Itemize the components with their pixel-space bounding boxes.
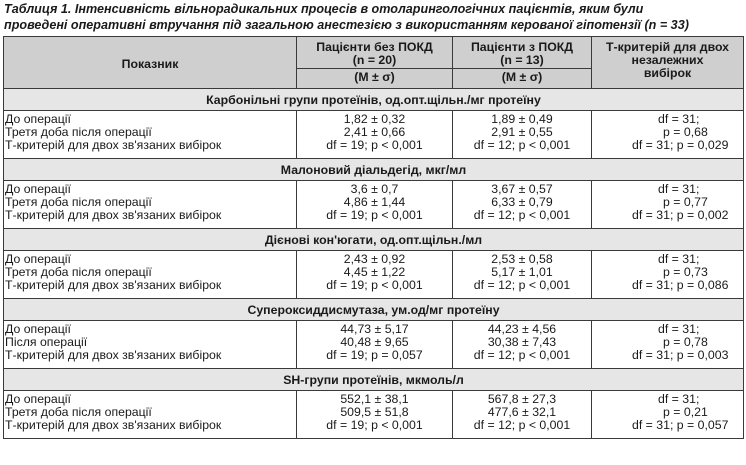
group1-values-line: 509,5 ± 51,8	[340, 405, 409, 419]
ttest-dependent: df = 31; p = 0,057	[632, 418, 729, 432]
table-row	[4, 251, 744, 299]
group2-values-line: df = 12; p < 0,001	[473, 138, 571, 152]
group2-values-line: 6,33 ± 0,79	[491, 195, 553, 209]
table-row	[4, 181, 744, 229]
group1-values-line: 4,45 ± 1,22	[343, 265, 406, 279]
section-header-row	[4, 369, 744, 391]
header-mean-sd-group2: (M ± σ)	[453, 69, 592, 89]
ttest-p: p = 0,68	[663, 125, 708, 139]
row-labels	[4, 251, 297, 299]
section-header-row	[4, 159, 744, 181]
table-row	[4, 321, 744, 369]
ttest-values	[592, 111, 744, 159]
group2-values-line: df = 12; p < 0,001	[473, 418, 571, 432]
group1-values-line: 1,82 ± 0,32	[343, 112, 406, 126]
header-ttest-line-1: Т-критерій для двох	[605, 40, 730, 54]
group1-values-line: df = 19; p = 0,057	[326, 348, 423, 362]
section-title: Супероксиддисмутаза, ум.од/мг протеїну	[4, 299, 744, 321]
row-labels	[4, 111, 297, 159]
group1-values-line: 552,1 ± 38,1	[340, 392, 409, 406]
table-caption	[4, 1, 744, 33]
ttest-values	[592, 321, 744, 369]
group1-values-line: 44,73 ± 5,17	[340, 322, 409, 336]
header-indicator: Показник	[4, 37, 297, 89]
group1-values	[297, 181, 453, 229]
group2-values-line: 44,23 ± 4,56	[487, 322, 557, 336]
group2-values-line: 2,91 ± 0,55	[491, 125, 553, 139]
section-header-row	[4, 89, 744, 111]
group1-values	[297, 251, 453, 299]
header-ttest-line-3: вибірок	[643, 66, 692, 80]
row-labels-line: До операції	[5, 252, 71, 266]
ttest-p: p = 0,78	[663, 335, 708, 349]
group1-values-line: 2,41 ± 0,66	[343, 125, 406, 139]
group2-values-line: df = 12; p < 0,001	[473, 208, 571, 222]
group1-values-line: 4,86 ± 1,44	[343, 195, 406, 209]
header-mean-sd-group1: (M ± σ)	[297, 69, 453, 89]
header-group-no-pocd	[297, 37, 453, 69]
table-body	[4, 89, 744, 439]
row-labels	[4, 181, 297, 229]
ttest-dependent: df = 31; p = 0,002	[632, 208, 729, 222]
section-header-row	[4, 299, 744, 321]
row-labels-line: До операції	[5, 112, 71, 126]
caption-line-1: Таблиця 1. Інтенсивність вільнорадикальних процесів в отоларингологічних пацієнтів, яким були	[4, 2, 644, 16]
group2-values-line: 30,38 ± 7,43	[487, 335, 557, 349]
ttest-p: p = 0,73	[663, 265, 708, 279]
header-group2-n: (n = 13)	[500, 53, 544, 67]
ttest-df: df = 31;	[658, 322, 700, 336]
group1-values-line: df = 19; p < 0,001	[326, 208, 423, 222]
ttest-values	[592, 391, 744, 439]
group1-values-line: 2,43 ± 0,92	[343, 252, 406, 266]
group2-values	[453, 181, 592, 229]
group1-values-line: df = 19; p < 0,001	[326, 418, 423, 432]
section-title: Дієнові кон'югати, од.опт.щільн./мл	[4, 229, 744, 251]
header-group1-n: (n = 20)	[352, 53, 397, 67]
row-labels-line: Третя доба після операції	[5, 405, 152, 419]
header-ttest-line-2: незалежних	[631, 53, 704, 67]
ttest-df: df = 31;	[658, 392, 700, 406]
ttest-values	[592, 181, 744, 229]
group2-values	[453, 391, 592, 439]
row-labels-line: Третя доба після операції	[5, 125, 152, 139]
row-labels-line: Т-критерій для двох зв'язаних вибірок	[5, 418, 222, 432]
ttest-df: df = 31;	[658, 112, 700, 126]
group2-values-line: 3,67 ± 0,57	[491, 182, 553, 196]
header-group2-title: Пацієнти з ПОКД	[470, 40, 574, 54]
ttest-dependent: df = 31; p = 0,086	[632, 278, 729, 292]
section-title: Малоновий діальдегід, мкг/мл	[4, 159, 744, 181]
ttest-df: df = 31;	[658, 252, 700, 266]
header-ttest-independent	[592, 37, 744, 89]
row-labels	[4, 391, 297, 439]
row-labels-line: До операції	[5, 182, 71, 196]
section-header-row	[4, 229, 744, 251]
header-group-pocd	[453, 37, 592, 69]
row-labels-line: До операції	[5, 392, 71, 406]
group2-values-line: 567,8 ± 27,3	[487, 392, 557, 406]
group2-values-line: 5,17 ± 1,01	[491, 265, 553, 279]
group1-values	[297, 321, 453, 369]
ttest-p: p = 0,21	[663, 405, 708, 419]
header-group1-title: Пацієнти без ПОКД	[316, 40, 433, 54]
table-row	[4, 391, 744, 439]
row-labels-line: Третя доба після операції	[5, 195, 152, 209]
group1-values-line: 40,48 ± 9,65	[340, 335, 409, 349]
ttest-values	[592, 251, 744, 299]
results-table	[3, 36, 744, 439]
group2-values-line: 477,6 ± 32,1	[487, 405, 557, 419]
caption-line-2: проведені оперативні втручання під загальною анестезією з використанням керованої гіпотензії (n = 33)	[4, 18, 689, 32]
group1-values-line: 3,6 ± 0,7	[350, 182, 399, 196]
ttest-p: p = 0,77	[663, 195, 708, 209]
row-labels-line: Т-критерій для двох зв'язаних вибірок	[5, 278, 222, 292]
ttest-dependent: df = 31; p = 0,003	[632, 348, 729, 362]
group1-values	[297, 111, 453, 159]
section-title: Карбонільні групи протеїнів, од.опт.щільн./мг протеїну	[4, 89, 744, 111]
ttest-dependent: df = 31; p = 0,029	[632, 138, 729, 152]
section-title: SH-групи протеїнів, мкмоль/л	[4, 369, 744, 391]
group2-values-line: df = 12; p < 0,001	[473, 278, 571, 292]
row-labels-line: Т-критерій для двох зв'язаних вибірок	[5, 208, 222, 222]
row-labels-line: Третя доба після операції	[5, 265, 152, 279]
ttest-df: df = 31;	[658, 182, 700, 196]
row-labels	[4, 321, 297, 369]
row-labels-line: Т-критерій для двох зв'язаних вибірок	[5, 138, 222, 152]
group1-values-line: df = 19; p < 0,001	[326, 138, 423, 152]
group2-values-line: df = 12; p < 0,001	[473, 348, 571, 362]
row-labels-line: До операції	[5, 322, 71, 336]
group1-values-line: df = 19; p < 0,001	[326, 278, 423, 292]
group1-values	[297, 391, 453, 439]
group2-values	[453, 111, 592, 159]
group2-values	[453, 321, 592, 369]
table-row	[4, 111, 744, 159]
row-labels-line: Т-критерій для двох зв'язаних вибірок	[5, 348, 222, 362]
group2-values	[453, 251, 592, 299]
group2-values-line: 2,53 ± 0,58	[491, 252, 553, 266]
row-labels-line: Після операції	[5, 335, 88, 349]
group2-values-line: 1,89 ± 0,49	[491, 112, 553, 126]
